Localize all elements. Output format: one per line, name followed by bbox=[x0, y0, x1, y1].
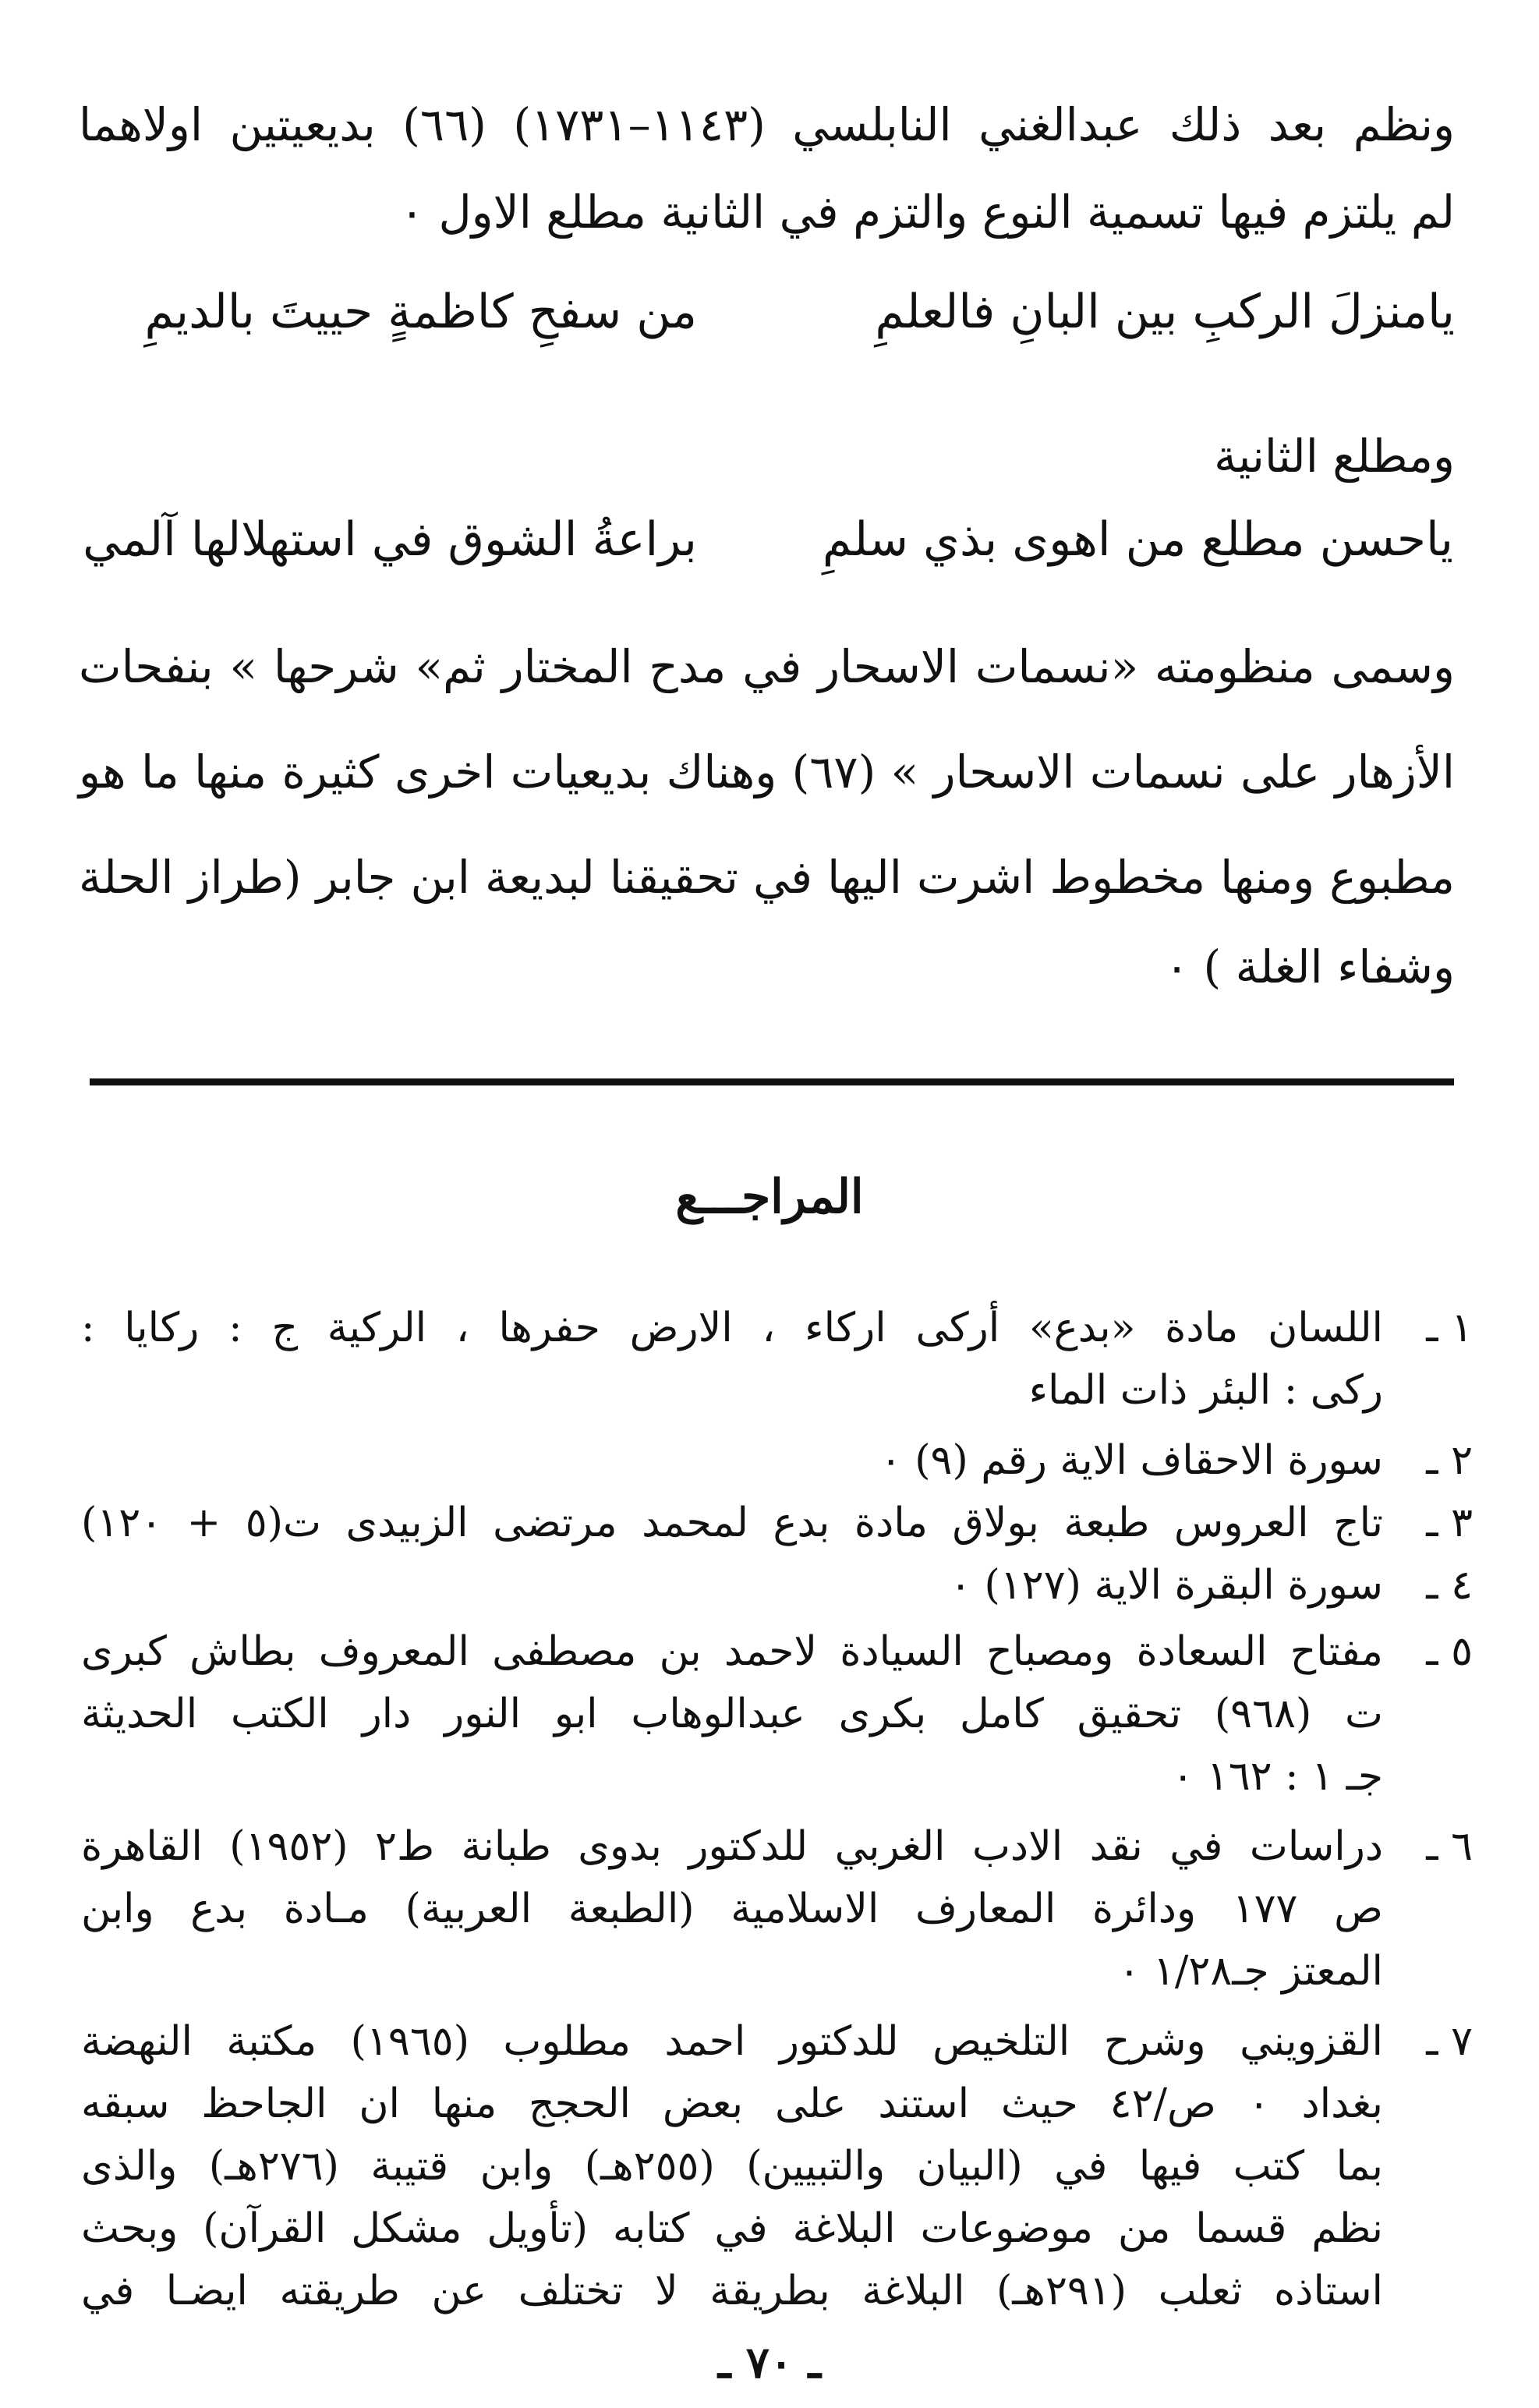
reference-number: ٧ ـ bbox=[1426, 2018, 1473, 2065]
reference-line: المعتز جـ١/٢٨ ٠ bbox=[1118, 1948, 1383, 1995]
reference-number: ٦ ـ bbox=[1426, 1823, 1473, 1870]
verse-hemistich-right: ياحسن مطلع من اهوى بذي سلمِ bbox=[822, 512, 1453, 567]
reference-line: تاج العروس طبعة بولاق مادة بدع لمحمد مرتضى الزبيدى ت(٥ + ١٢٠) bbox=[81, 1500, 1383, 1546]
reference-line: بما كتب فيها في (البيان والتبيين) (٢٥٥هـ) وابن قتيبة (٢٧٦هـ) والذى bbox=[81, 2143, 1383, 2190]
body-line: وشفاء الغلة ) ٠ bbox=[1164, 940, 1455, 993]
reference-line: جـ ١ : ١٦٢ ٠ bbox=[1172, 1753, 1383, 1800]
body-line: مطبوع ومنها مخطوط اشرت اليها في تحقيقنا لبديعة ابن جابر (طراز الحلة bbox=[79, 851, 1455, 904]
reference-line: بغداد ٠ ص/٤٢ حيث استند على بعض الحجج منها ان الجاحظ سبقه bbox=[81, 2080, 1383, 2127]
reference-line: سورة الاحقاف الاية رقم (٩) ٠ bbox=[879, 1437, 1383, 1484]
reference-number: ٥ ـ bbox=[1426, 1628, 1473, 1675]
reference-line: ركى : البئر ذات الماء bbox=[1028, 1367, 1383, 1414]
reference-number: ٤ ـ bbox=[1426, 1562, 1473, 1609]
reference-line: دراسات في نقد الادب الغربي للدكتور بدوى طبانة ط٢ (١٩٥٢) القاهرة bbox=[81, 1823, 1383, 1870]
references-heading: المراجـــع bbox=[675, 1170, 864, 1224]
reference-line: استاذه ثعلب (٢٩١هـ) البلاغة بطريقة لا تختلف عن طريقته ايضـا في bbox=[81, 2268, 1383, 2314]
page-number: ـ ٧٠ ـ bbox=[718, 2337, 821, 2389]
body-line: وسمى منظومته «نسمات الاسحار في مدح المختار ثم» شرحها » بنفحات bbox=[79, 640, 1455, 693]
reference-number: ١ ـ bbox=[1426, 1305, 1473, 1351]
verse-hemistich-left: من سفحِ كاظمةٍ حييتَ بالديمِ bbox=[144, 285, 697, 339]
section-divider bbox=[90, 1078, 1454, 1085]
verse-hemistich-right: يامنزلَ الركبِ بين البانِ فالعلمِ bbox=[875, 285, 1455, 339]
reference-line: سورة البقرة الاية (١٢٧) ٠ bbox=[950, 1562, 1383, 1609]
reference-line: نظم قسما من موضوعات البلاغة في كتابه (تأويل مشكل القرآن) وبحث bbox=[81, 2205, 1383, 2252]
reference-line: ص ١٧٧ ودائرة المعارف الاسلامية (الطبعة العربية) مـادة بدع وابن bbox=[81, 1886, 1383, 1932]
reference-line: ت (٩٦٨) تحقيق كامل بكرى عبدالوهاب ابو النور دار الكتب الحديثة bbox=[81, 1691, 1383, 1737]
body-line: ونظم بعد ذلك عبدالغني النابلسي (١١٤٣–١٧٣١) (٦٦) بديعيتين اولاهما bbox=[79, 98, 1455, 151]
reference-line: اللسان مادة «بدع» أركى اركاء ، الارض حفرها ، الركية ج : ركايا : bbox=[81, 1305, 1383, 1351]
reference-number: ٣ ـ bbox=[1426, 1500, 1473, 1546]
body-line: لم يلتزم فيها تسمية النوع والتزم في الثانية مطلع الاول ٠ bbox=[399, 186, 1455, 239]
reference-line: مفتاح السعادة ومصباح السيادة لاحمد بن مصطفى المعروف بطاش كبرى bbox=[81, 1628, 1383, 1675]
reference-line: القزويني وشرح التلخيص للدكتور احمد مطلوب (١٩٦٥) مكتبة النهضة bbox=[81, 2018, 1383, 2065]
second-opening-label: ومطلع الثانية bbox=[1214, 430, 1455, 483]
reference-number: ٢ ـ bbox=[1426, 1437, 1473, 1484]
body-line: الأزهار على نسمات الاسحار » (٦٧) وهناك بديعيات اخرى كثيرة منها ما هو bbox=[79, 745, 1456, 799]
verse-hemistich-left: براعةُ الشوق في استهلالها آلمي bbox=[83, 512, 697, 567]
